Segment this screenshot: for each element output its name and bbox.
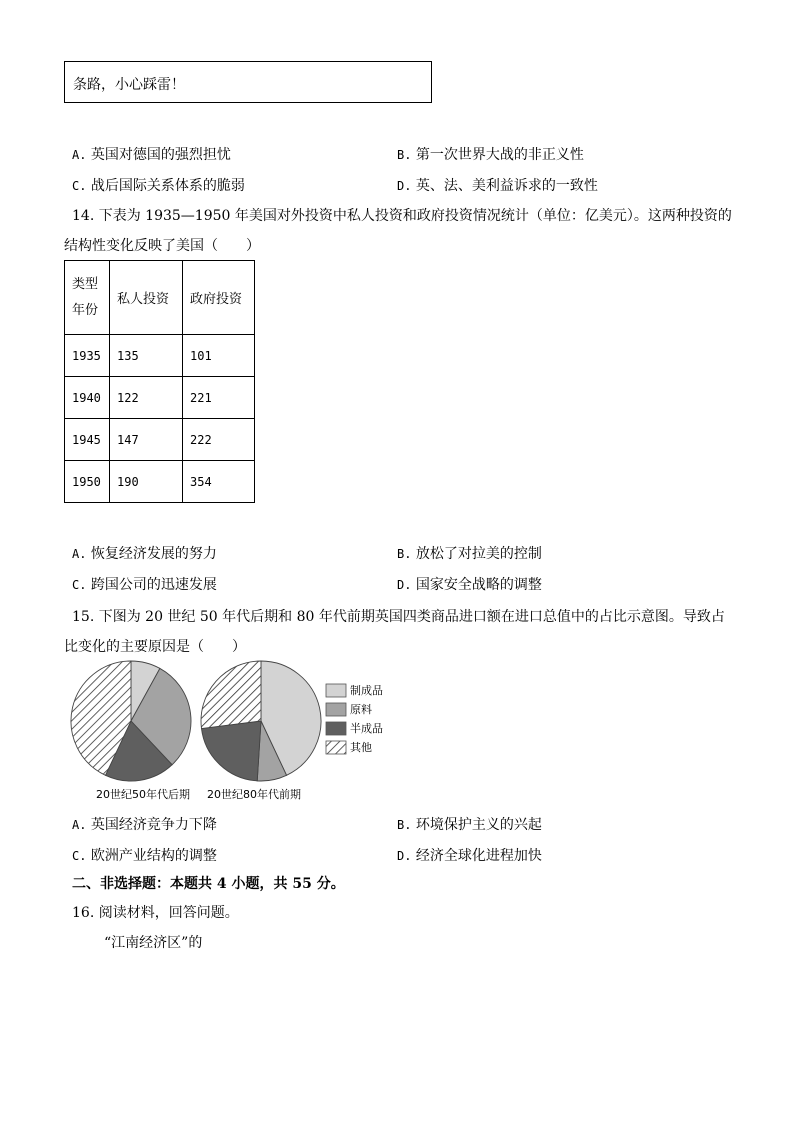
table-row: 1945 147 222 <box>65 419 255 461</box>
q15-option-d[interactable]: D. 经济全球化进程加快 <box>397 848 542 864</box>
legend-swatch-semi <box>326 722 346 735</box>
section-2-heading: 二、非选择题：本题共 4 小题，共 55 分。 <box>72 876 345 892</box>
pie2-slice-other <box>201 661 261 729</box>
table-header-row <box>65 261 255 335</box>
q14-stem-line1: 14. 下表为 1935—1950 年美国对外投资中私人投资和政府投资情况统计（单位：亿美元）。这两种投资的 <box>72 208 732 224</box>
q14-option-a[interactable]: A. 恢复经济发展的努力 <box>72 546 217 562</box>
table-row: 1935 135 101 <box>65 335 255 377</box>
q13-option-c[interactable]: C. 战后国际关系体系的脆弱 <box>72 178 245 194</box>
legend-swatch-raw <box>326 703 346 716</box>
legend-swatch-other <box>326 741 346 754</box>
q13-option-a[interactable]: A. 英国对德国的强烈担忧 <box>72 147 231 163</box>
legend-label-other: 其他 <box>350 741 372 754</box>
table-row: 1940 122 221 <box>65 377 255 419</box>
pie2-slice-semi <box>201 721 261 781</box>
q15-option-b[interactable]: B. 环境保护主义的兴起 <box>397 817 542 833</box>
legend-label-semi: 半成品 <box>350 722 383 735</box>
pie-caption-1980s: 20世纪80年代前期 <box>207 788 301 801</box>
investment-table <box>64 260 255 503</box>
q13-option-d[interactable]: D. 英、法、美利益诉求的一致性 <box>397 178 598 194</box>
q15-stem-line2: 比变化的主要原因是（ ） <box>64 639 246 655</box>
q14-stem-line2: 结构性变化反映了美国（ ） <box>64 238 260 254</box>
legend-label-raw: 原料 <box>350 703 372 716</box>
table-corner-cell: 类型 年份 <box>65 261 110 335</box>
q14-option-c[interactable]: C. 跨国公司的迅速发展 <box>72 577 217 593</box>
q14-option-d[interactable]: D. 国家安全战略的调整 <box>397 577 542 593</box>
pie-caption-1950s: 20世纪50年代后期 <box>96 788 190 801</box>
notice-box <box>64 61 432 103</box>
q14-option-b[interactable]: B. 放松了对拉美的控制 <box>397 546 542 562</box>
q16-material-start: “江南经济区”的 <box>104 935 203 951</box>
q15-stem-line1: 15. 下图为 20 世纪 50 年代后期和 80 年代前期英国四类商品进口额在进口总值中的占比示意图。导致占 <box>72 609 725 625</box>
q15-option-a[interactable]: A. 英国经济竞争力下降 <box>72 817 217 833</box>
q15-option-c[interactable]: C. 欧洲产业结构的调整 <box>72 848 217 864</box>
header-private: 私人投资 <box>110 261 183 335</box>
import-share-pie-charts <box>64 660 404 805</box>
table-row: 1950 190 354 <box>65 461 255 503</box>
legend-swatch-manufactured <box>326 684 346 697</box>
notice-text: 条路，小心踩雷！ <box>73 77 185 93</box>
q16-stem: 16. 阅读材料，回答问题。 <box>72 905 239 921</box>
q13-option-b[interactable]: B. 第一次世界大战的非正义性 <box>397 147 584 163</box>
legend-label-manufactured: 制成品 <box>350 684 383 697</box>
header-government: 政府投资 <box>183 261 255 335</box>
